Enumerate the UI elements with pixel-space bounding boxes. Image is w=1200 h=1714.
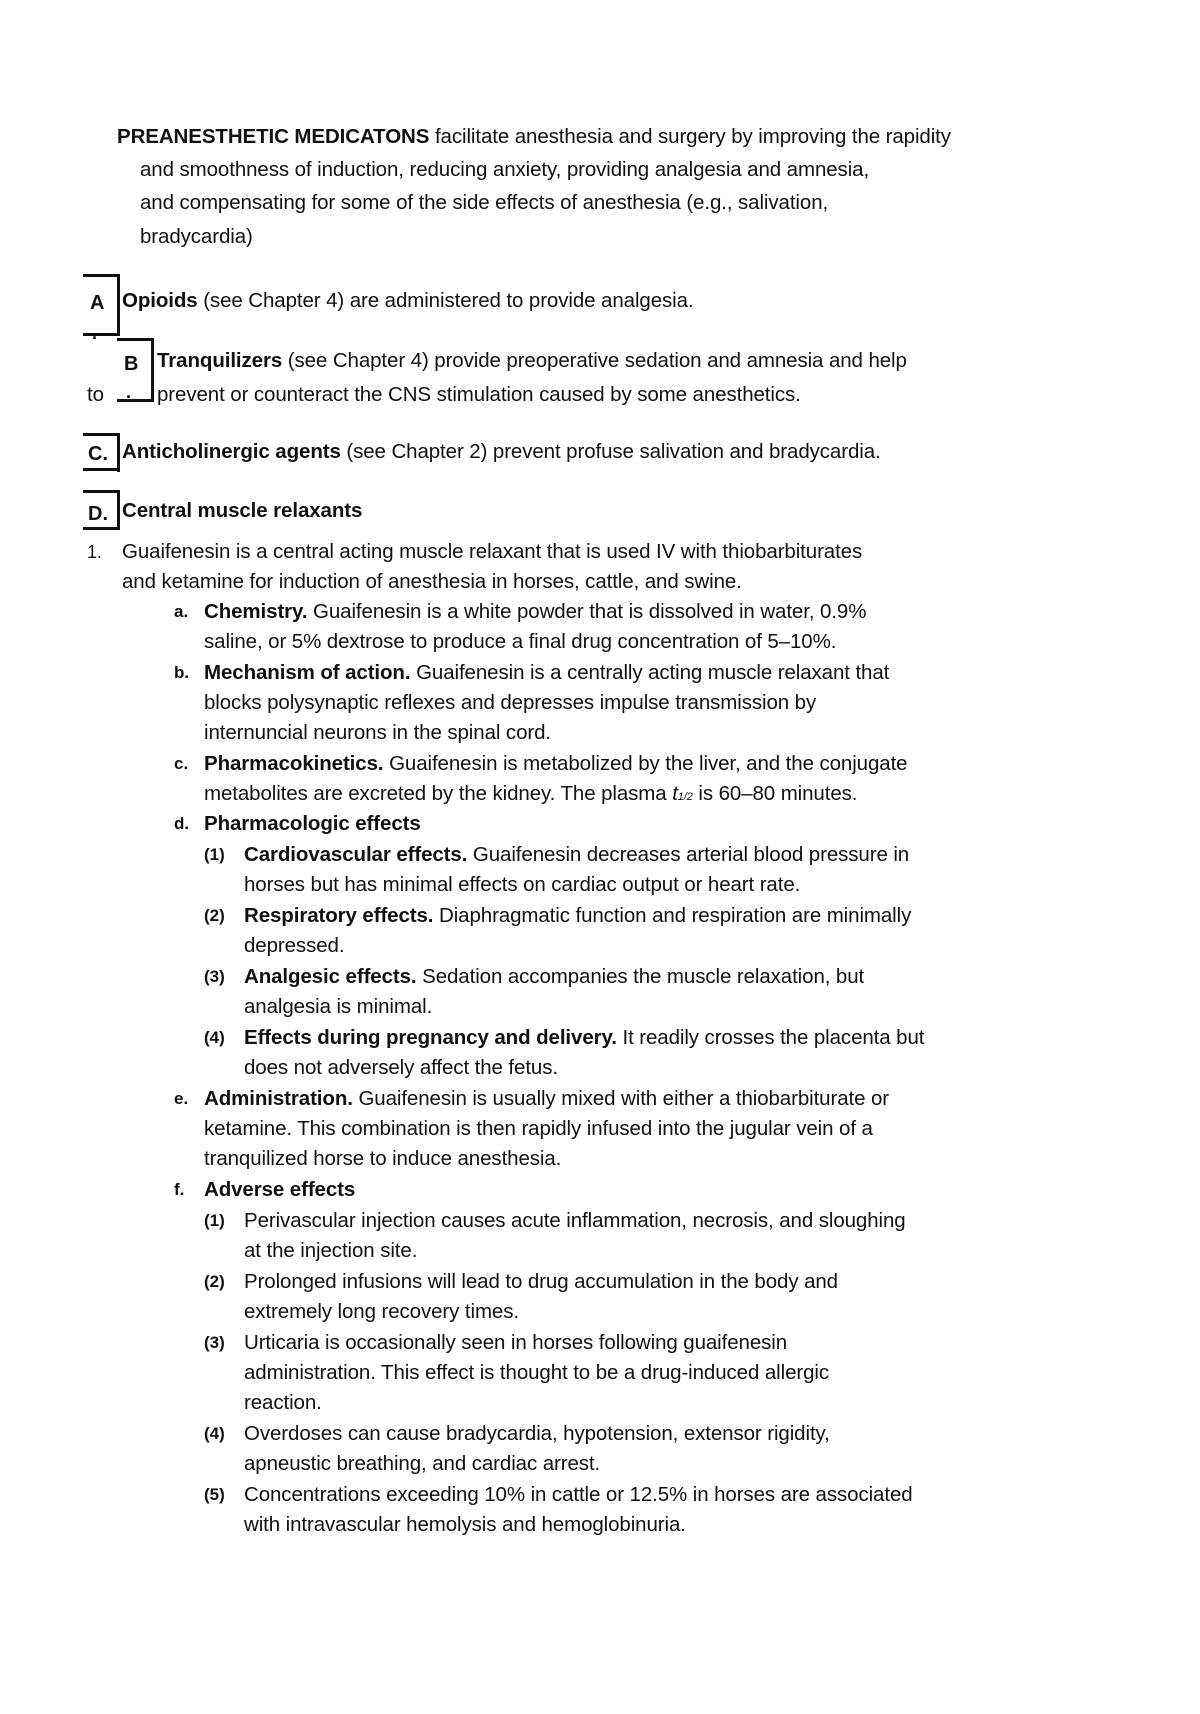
- sub-d-item-3-text: Sedation accompanies the muscle relaxation, but: [416, 965, 865, 988]
- section-b-marker-letter: B: [124, 353, 139, 375]
- sub-d-label: d.: [174, 814, 190, 833]
- half-life-t: t: [672, 782, 678, 805]
- sub-d-item-3-line-1: [244, 962, 864, 992]
- sub-e-line-2: ketamine. This combination is then rapidly infused into the jugular vein of a: [204, 1117, 873, 1140]
- section-b-prefix: to: [87, 383, 104, 406]
- sub-d-item-1-line-1: [244, 840, 909, 870]
- sub-f-item-2-number: (2): [204, 1272, 225, 1291]
- sub-d-item-4-line-1: [244, 1023, 924, 1053]
- sub-c-text-2b: is 60–80 minutes.: [692, 782, 858, 805]
- sub-b-label: b.: [174, 663, 190, 682]
- sub-d-item-2-line-2: depressed.: [244, 934, 345, 957]
- sub-f-item-4-line-2: apneustic breathing, and cardiac arrest.: [244, 1452, 601, 1475]
- sub-b-text-1: Guaifenesin is a centrally acting muscle relaxant that: [410, 661, 890, 684]
- sub-b-title: Mechanism of action.: [204, 661, 411, 684]
- intro-line-1: [117, 122, 951, 152]
- intro-line-4: bradycardia): [140, 225, 253, 248]
- sub-d-line: [204, 809, 421, 839]
- sub-d-item-3-line-2: analgesia is minimal.: [244, 995, 433, 1018]
- sub-d-item-4-number: (4): [204, 1028, 225, 1047]
- sub-d-item-1-number: (1): [204, 845, 225, 864]
- section-b-title: Tranquilizers: [157, 349, 283, 372]
- sub-e-line-1: [204, 1084, 889, 1114]
- sub-d-item-2-line-1: [244, 901, 911, 931]
- sub-f-item-3-line-1: Urticaria is occasionally seen in horses following guaifenesin: [244, 1331, 788, 1354]
- sub-b-line-2: blocks polysynaptic reflexes and depresses impulse transmission by: [204, 691, 817, 714]
- sub-f-item-2-line-1: Prolonged infusions will lead to drug accumulation in the body and: [244, 1270, 838, 1293]
- sub-c-text-1: Guaifenesin is metabolized by the liver, and the conjugate: [383, 752, 908, 775]
- sub-f-item-5-number: (5): [204, 1485, 225, 1504]
- sub-d-item-1-line-2: horses but has minimal effects on cardiac output or heart rate.: [244, 873, 801, 896]
- sub-c-line-1: [204, 749, 908, 779]
- sub-d-item-2-text: Diaphragmatic function and respiration are minimally: [433, 904, 912, 927]
- section-b-line-2: prevent or counteract the CNS stimulation caused by some anesthetics.: [157, 383, 801, 406]
- sub-d-item-2-title: Respiratory effects.: [244, 904, 434, 927]
- sub-c-label: c.: [174, 754, 189, 773]
- section-c-marker: C.: [88, 443, 108, 465]
- sub-d-item-4-text: It readily crosses the placenta but: [616, 1026, 925, 1049]
- sub-f-item-1-line-1: Perivascular injection causes acute inflammation, necrosis, and sloughing: [244, 1209, 906, 1232]
- sub-f-item-2-line-2: extremely long recovery times.: [244, 1300, 519, 1323]
- sub-c-line-2: [204, 779, 857, 812]
- sub-e-text-1: Guaifenesin is usually mixed with either a thiobarbiturate or: [352, 1087, 890, 1110]
- sub-a-line-2: saline, or 5% dextrose to produce a final drug concentration of 5–10%.: [204, 630, 837, 653]
- sub-d-item-2-number: (2): [204, 906, 225, 925]
- section-c-title: Anticholinergic agents: [122, 440, 341, 463]
- sub-f-item-4-number: (4): [204, 1424, 225, 1443]
- section-a-marker-dot: .: [92, 323, 98, 343]
- sub-a-label: a.: [174, 602, 189, 621]
- sub-f-item-3-line-3: reaction.: [244, 1391, 322, 1414]
- sub-f-item-3-number: (3): [204, 1333, 225, 1352]
- section-c-line: [122, 437, 881, 467]
- sub-d-item-3-title: Analgesic effects.: [244, 965, 417, 988]
- section-d-line: [122, 496, 362, 526]
- sub-a-line-1: [204, 597, 866, 627]
- section-d-title: Central muscle relaxants: [122, 499, 363, 522]
- sub-e-label: e.: [174, 1089, 189, 1108]
- sub-d-item-4-title: Effects during pregnancy and delivery.: [244, 1026, 617, 1049]
- item-1-line-1: Guaifenesin is a central acting muscle relaxant that is used IV with thiobarbiturates: [122, 540, 863, 563]
- sub-a-text-1: Guaifenesin is a white powder that is dissolved in water, 0.9%: [307, 600, 867, 623]
- sub-b-line-3: internuncial neurons in the spinal cord.: [204, 721, 551, 744]
- section-d-marker: D.: [88, 503, 108, 525]
- section-a-title: Opioids: [122, 289, 198, 312]
- sub-e-line-3: tranquilized horse to induce anesthesia.: [204, 1147, 562, 1170]
- section-a-text: (see Chapter 4) are administered to provide analgesia.: [197, 289, 694, 312]
- intro-heading: PREANESTHETIC MEDICATONS: [117, 125, 430, 148]
- half-life-symbol: [672, 782, 693, 805]
- item-1-line-2: and ketamine for induction of anesthesia in horses, cattle, and swine.: [122, 570, 742, 593]
- intro-text-1: facilitate anesthesia and surgery by improving the rapidity: [429, 125, 951, 148]
- sub-d-item-4-line-2: does not adversely affect the fetus.: [244, 1056, 558, 1079]
- sub-f-item-1-number: (1): [204, 1211, 225, 1230]
- intro-line-2: and smoothness of induction, reducing anxiety, providing analgesia and amnesia,: [140, 158, 870, 181]
- sub-f-label: f.: [174, 1180, 185, 1199]
- section-c-marker-underline: [83, 468, 120, 471]
- sub-b-line-1: [204, 658, 889, 688]
- sub-f-item-5-line-1: Concentrations exceeding 10% in cattle or 12.5% in horses are associated: [244, 1483, 913, 1506]
- sub-e-title: Administration.: [204, 1087, 353, 1110]
- sub-c-title: Pharmacokinetics.: [204, 752, 384, 775]
- section-a-marker-letter: A: [90, 292, 105, 314]
- section-b-marker-dot: .: [126, 382, 132, 402]
- sub-f-line: [204, 1175, 355, 1205]
- sub-f-title: Adverse effects: [204, 1178, 356, 1201]
- sub-c-text-2a: metabolites are excreted by the kidney. The plasma: [204, 782, 673, 805]
- sub-f-item-5-line-2: with intravascular hemolysis and hemoglobinuria.: [244, 1513, 686, 1536]
- sub-d-item-1-title: Cardiovascular effects.: [244, 843, 468, 866]
- sub-d-item-3-number: (3): [204, 967, 225, 986]
- sub-a-title: Chemistry.: [204, 600, 308, 623]
- sub-d-item-1-text: Guaifenesin decreases arterial blood pressure in: [467, 843, 910, 866]
- section-b-text-1: (see Chapter 4) provide preoperative sedation and amnesia and help: [282, 349, 907, 372]
- sub-f-item-1-line-2: at the injection site.: [244, 1239, 418, 1262]
- section-b-line-1: [157, 346, 907, 376]
- sub-d-title: Pharmacologic effects: [204, 812, 421, 835]
- section-a-line: [122, 286, 694, 316]
- sub-f-item-3-line-2: administration. This effect is thought to be a drug-induced allergic: [244, 1361, 830, 1384]
- item-1-number: 1.: [87, 542, 102, 562]
- intro-line-3: and compensating for some of the side effects of anesthesia (e.g., salivation,: [140, 191, 829, 214]
- section-c-text: (see Chapter 2) prevent profuse salivation and bradycardia.: [340, 440, 881, 463]
- sub-f-item-4-line-1: Overdoses can cause bradycardia, hypotension, extensor rigidity,: [244, 1422, 830, 1445]
- half-life-subscript: 1/2: [677, 791, 693, 803]
